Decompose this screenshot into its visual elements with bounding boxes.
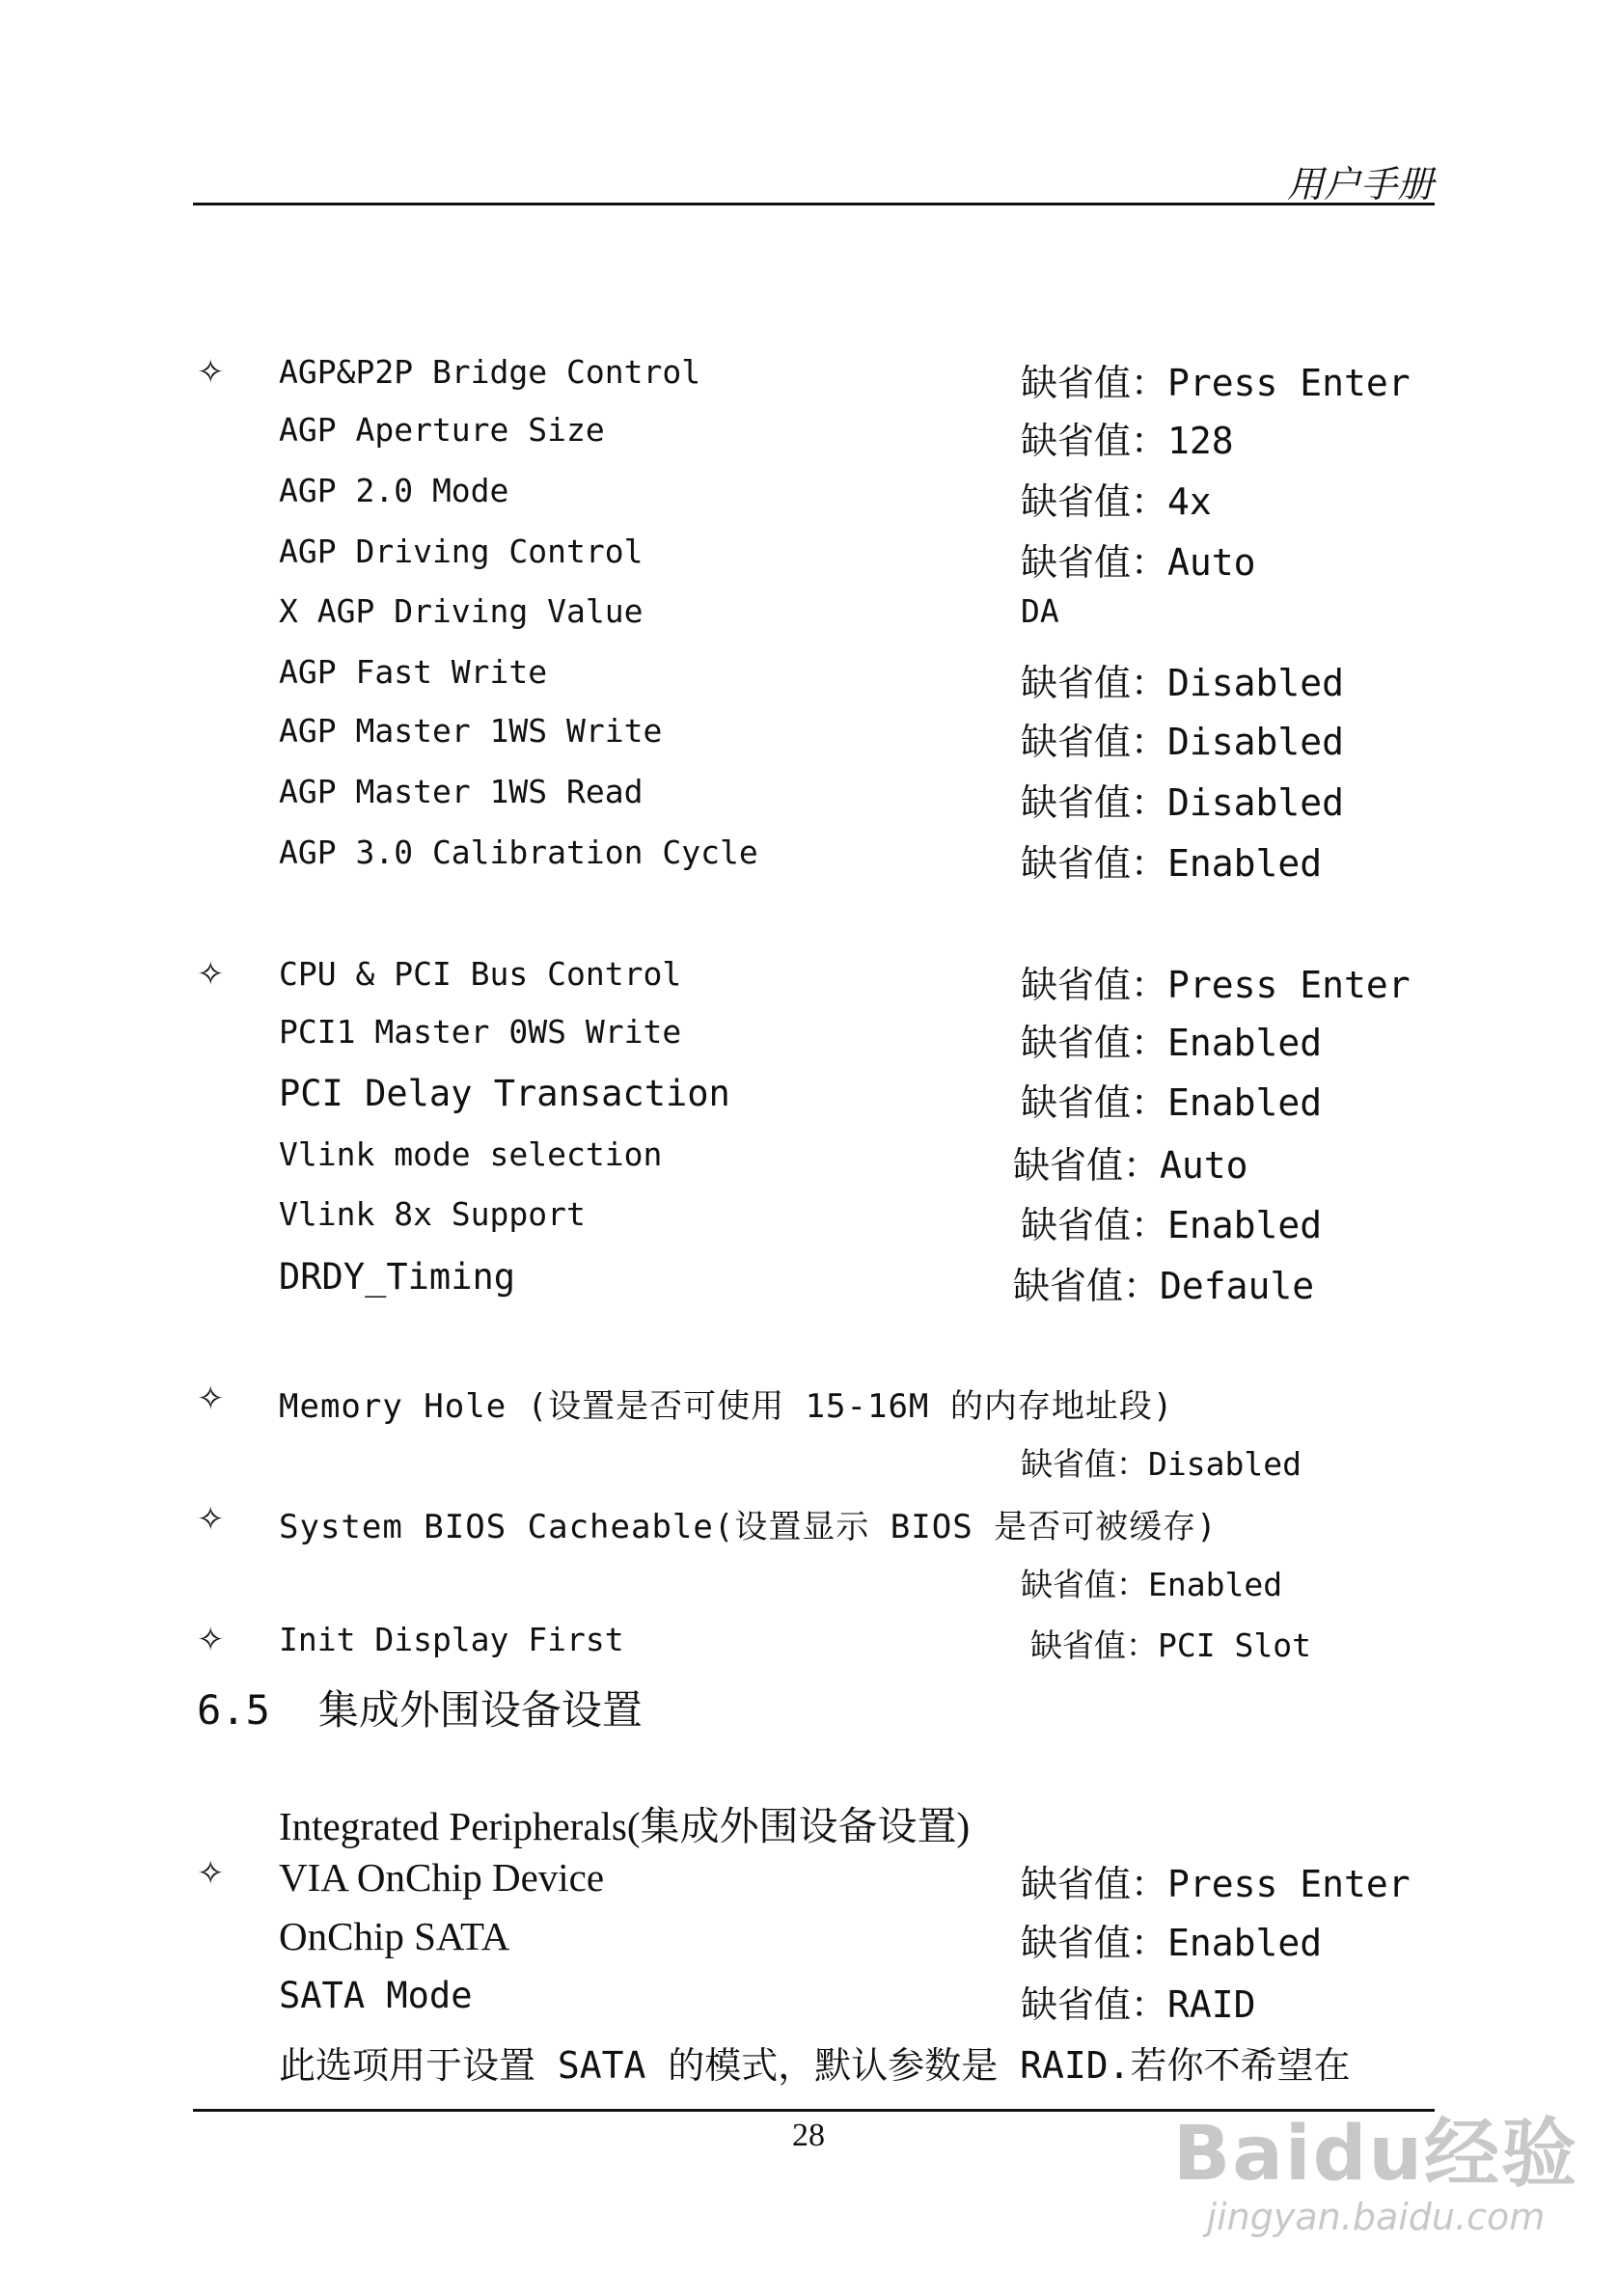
setting-label: AGP Master 1WS Write: [279, 712, 663, 750]
setting-label: AGP Master 1WS Read: [279, 773, 644, 810]
diamond-bullet-icon: ✧: [197, 1380, 225, 1418]
setting-default-value: 缺省值：4x: [1021, 480, 1212, 523]
setting-label: AGP 3.0 Calibration Cycle: [279, 834, 758, 871]
setting-row: [0, 712, 1617, 770]
setting-default-value: 缺省值：Enabled: [1021, 1081, 1323, 1124]
section-title: 集成外围设备设置: [317, 1686, 643, 1734]
setting-default-value: 缺省值：Disabled: [1021, 662, 1345, 704]
setting-default-value: 缺省值：Press Enter: [1021, 964, 1411, 1006]
setting-row: [0, 1975, 1617, 2033]
watermark: [1173, 2093, 1578, 2238]
setting-label: CPU & PCI Bus Control: [279, 955, 682, 993]
setting-label: Init Display First: [279, 1621, 624, 1658]
setting-label: X AGP Driving Value: [279, 592, 644, 630]
diamond-bullet-icon: ✧: [197, 1621, 225, 1659]
setting-label: Vlink 8x Support: [279, 1195, 586, 1233]
subsection-title: Integrated Peripherals(集成外围设备设置): [279, 1804, 971, 1848]
description-paragraph: 此选项用于设置 SATA 的模式，默认参数是 RAID.若你不希望在: [279, 2044, 1351, 2087]
setting-label: PCI1 Master 0WS Write: [279, 1013, 682, 1051]
setting-default-value: 缺省值：RAID: [1021, 1983, 1256, 2026]
setting-default-value: 缺省值：Press Enter: [1021, 1863, 1411, 1905]
setting-label: AGP Driving Control: [279, 533, 644, 570]
setting-default-value: 缺省值：PCI Slot: [1030, 1626, 1311, 1664]
setting-row: [0, 955, 1617, 1013]
setting-default-value: 缺省值：Auto: [1013, 1144, 1248, 1187]
setting-row: [0, 1913, 1617, 1971]
setting-row: [0, 1195, 1617, 1253]
setting-row: [0, 1621, 1617, 1679]
diamond-bullet-icon: ✧: [197, 353, 225, 392]
section-heading: [197, 1679, 643, 1736]
setting-default-value: 缺省值：128: [1021, 420, 1234, 462]
setting-row: [0, 1073, 1617, 1131]
setting-default-value: DA: [1021, 592, 1059, 630]
setting-default-value: 缺省值：Enabled: [1021, 1922, 1323, 1964]
setting-default-value: 缺省值：Enabled: [1021, 842, 1323, 885]
setting-row: [0, 411, 1617, 469]
setting-row: [0, 1256, 1617, 1314]
setting-label: OnChip SATA: [279, 1914, 510, 1958]
setting-default-value: 缺省值：Enabled: [1021, 1022, 1323, 1064]
setting-row: [0, 1500, 1617, 1558]
setting-row: [0, 1135, 1617, 1193]
setting-row: [0, 1854, 1617, 1912]
setting-label: DRDY_Timing: [279, 1256, 516, 1298]
setting-label: System BIOS Cacheable(设置显示 BIOS 是否可被缓存): [279, 1508, 1218, 1546]
setting-label: Memory Hole (设置是否可使用 15-16M 的内存地址段): [279, 1387, 1174, 1426]
setting-row: [0, 1380, 1617, 1437]
section-number: 6.5: [197, 1686, 270, 1734]
setting-default-value: 缺省值：Enabled: [1021, 1566, 1283, 1603]
setting-label: AGP&P2P Bridge Control: [279, 353, 701, 391]
setting-default-value: 缺省值：Press Enter: [1021, 362, 1411, 404]
setting-row: [0, 773, 1617, 831]
setting-label: VIA OnChip Device: [279, 1855, 605, 1900]
setting-label: Vlink mode selection: [279, 1135, 663, 1173]
setting-row: [0, 533, 1617, 590]
watermark-logo: Baidu经验: [1172, 2111, 1578, 2198]
setting-default-value: 缺省值：Defaule: [1013, 1265, 1315, 1307]
setting-default-value: 缺省值：Disabled: [1021, 1445, 1302, 1483]
page-header-title: 用户手册: [1286, 163, 1434, 205]
diamond-bullet-icon: ✧: [197, 1854, 225, 1893]
diamond-bullet-icon: ✧: [197, 1500, 225, 1539]
diamond-bullet-icon: ✧: [197, 955, 225, 994]
setting-row: [0, 1439, 1617, 1497]
setting-default-value: 缺省值：Enabled: [1021, 1204, 1323, 1246]
setting-row: [0, 472, 1617, 530]
header-rule: [193, 203, 1435, 205]
setting-row: [0, 834, 1617, 891]
page-number: 28: [792, 2118, 825, 2153]
watermark-url: jingyan.baidu.com: [1206, 2196, 1546, 2238]
setting-label: AGP Fast Write: [279, 653, 548, 691]
setting-default-value: 缺省值：Auto: [1021, 541, 1256, 584]
setting-label: SATA Mode: [279, 1975, 473, 2016]
setting-label: AGP Aperture Size: [279, 411, 605, 449]
setting-row: [0, 353, 1617, 411]
setting-row: [0, 1560, 1617, 1618]
setting-label: PCI Delay Transaction: [279, 1073, 730, 1114]
setting-row: [0, 1013, 1617, 1071]
setting-row: [0, 653, 1617, 711]
setting-default-value: 缺省值：Disabled: [1021, 721, 1345, 763]
setting-row: [0, 592, 1617, 650]
setting-label: AGP 2.0 Mode: [279, 472, 509, 509]
setting-default-value: 缺省值：Disabled: [1021, 781, 1345, 824]
